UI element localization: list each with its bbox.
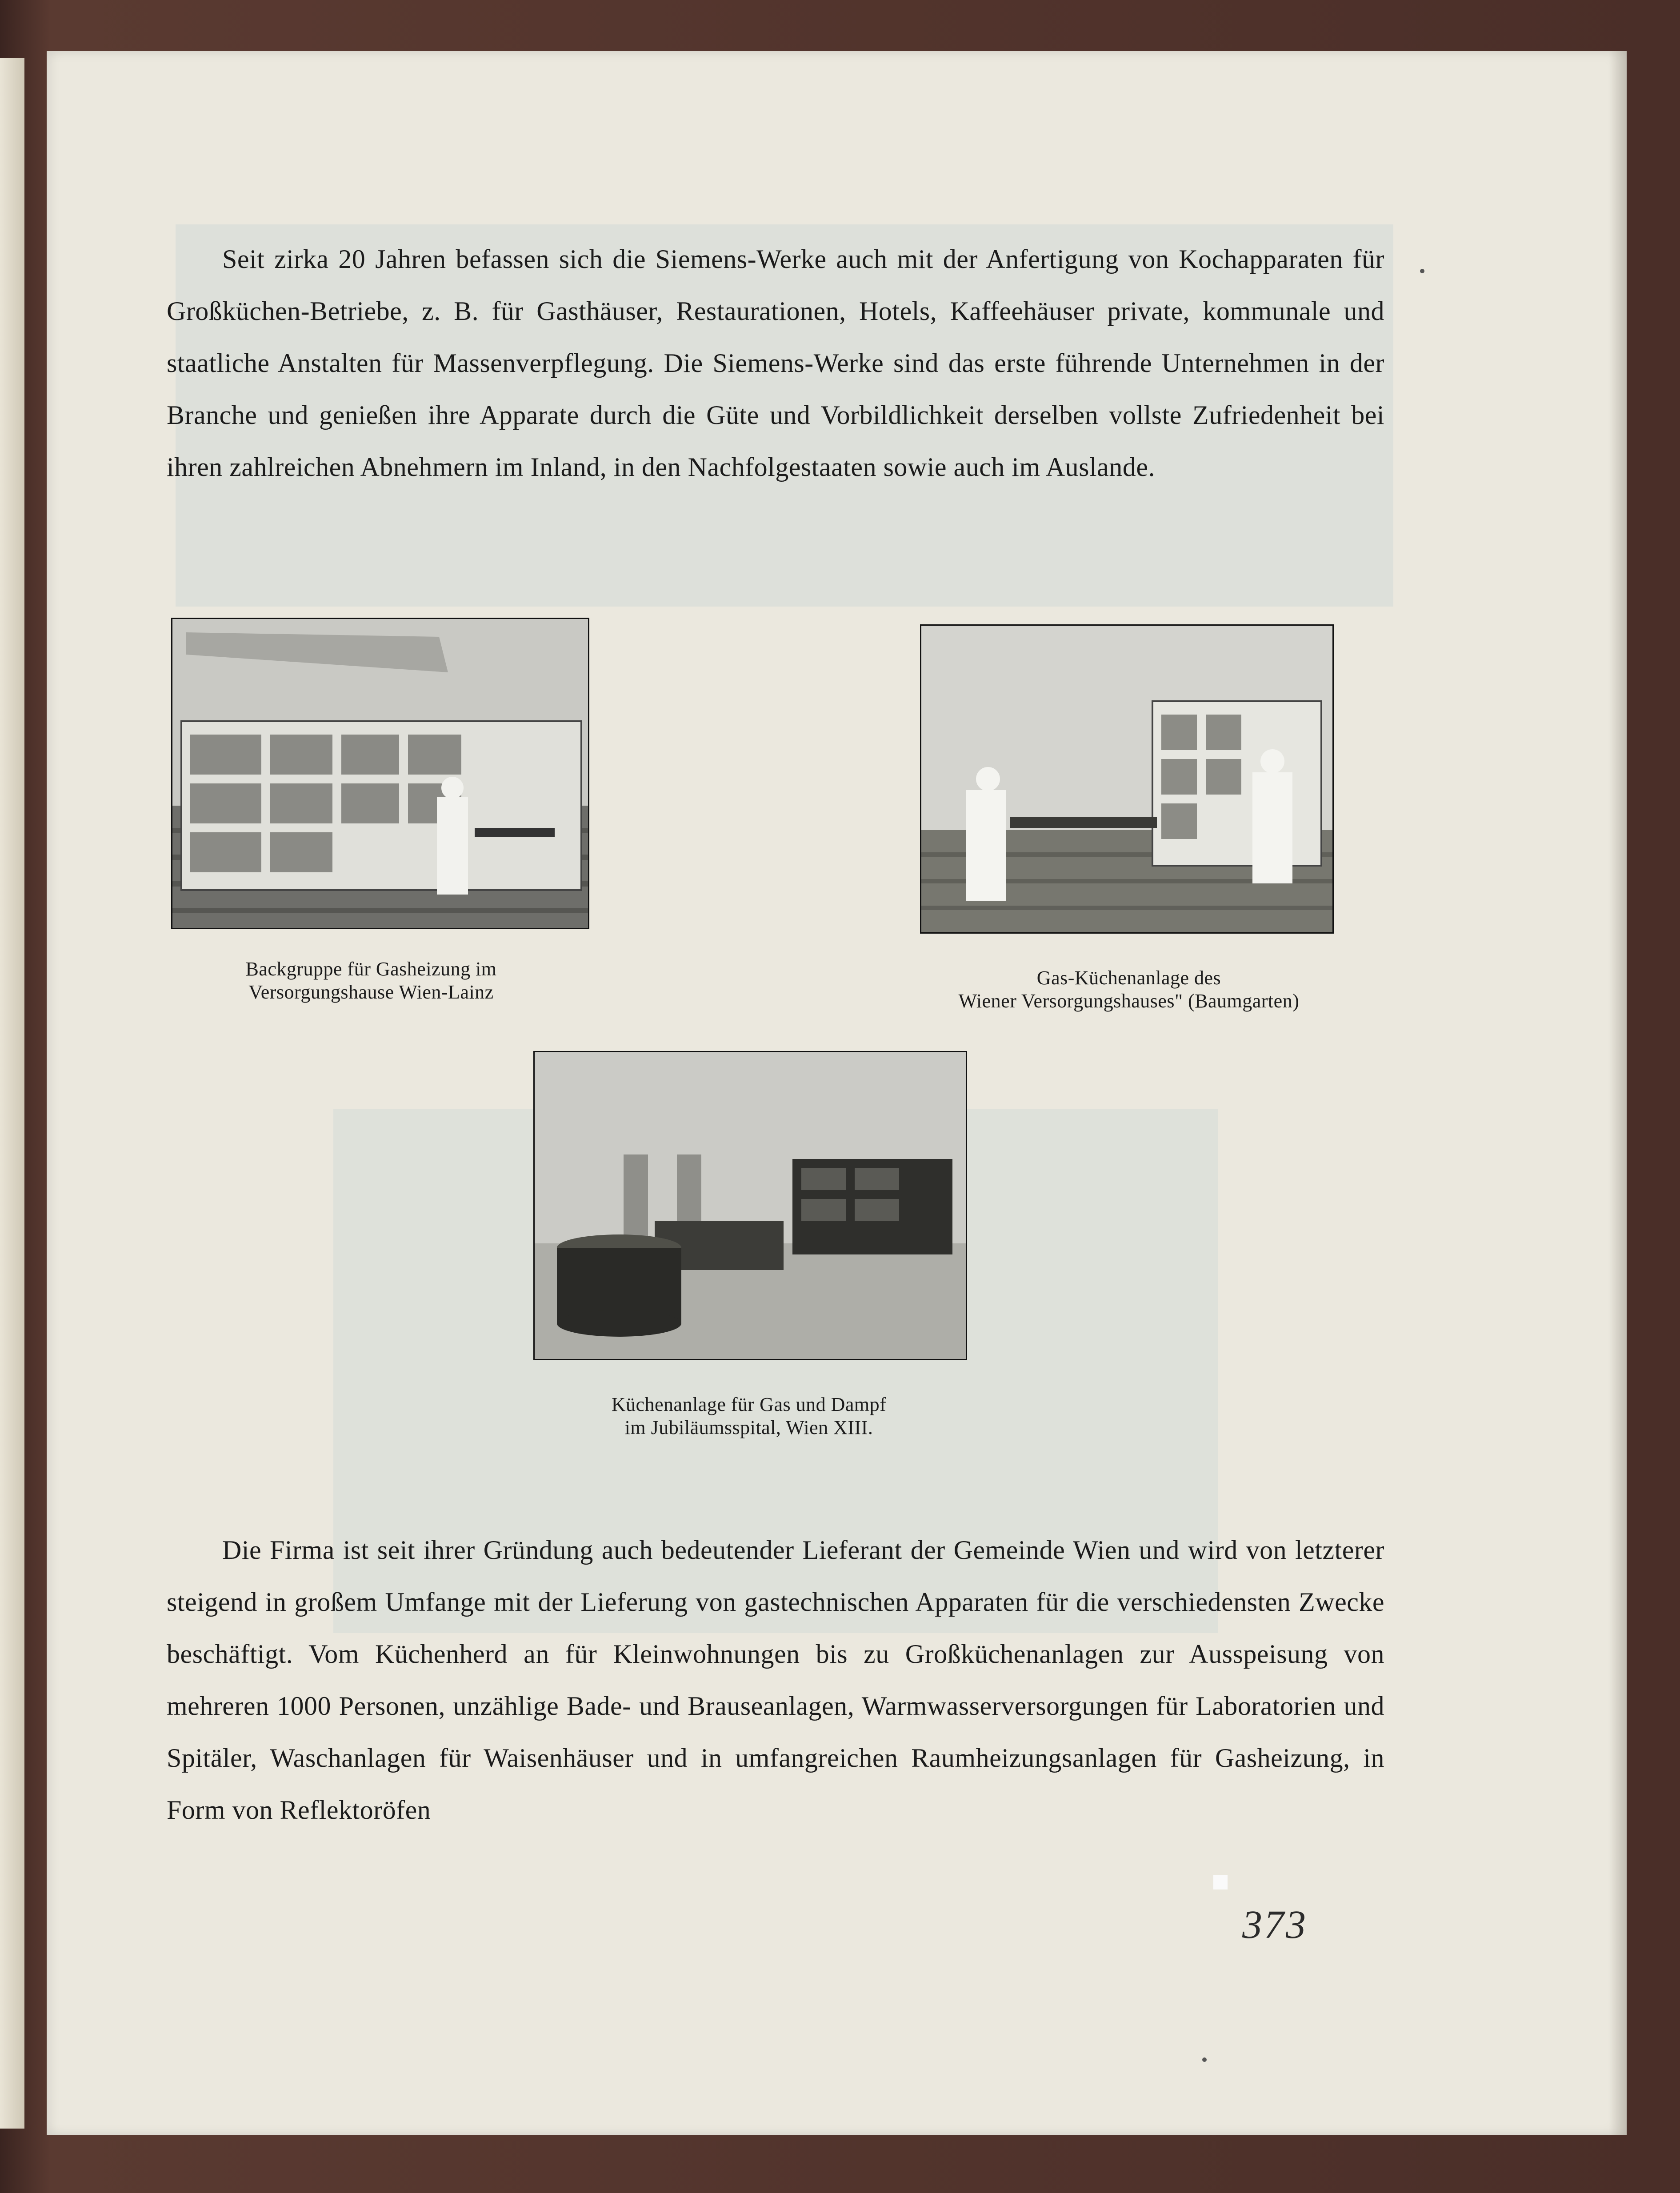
caption-figure-3: Küchenanlage für Gas und Dampf im Jubiläumsspital, Wien XIII. [611, 1394, 887, 1438]
caption-figure-2: Gas-Küchenanlage des Wiener Versorgungshauses" (Baumgarten) [958, 967, 1300, 1012]
book-page [47, 51, 1627, 2135]
gas-kitchen-image [921, 626, 1332, 932]
previous-page-edge [0, 58, 24, 2129]
bakery-ovens-image [172, 619, 588, 928]
caption-figure-1: Backgruppe für Gasheizung im Versorgungshause Wien-Lainz [245, 958, 497, 1003]
paragraph-gemeinde-wien: Die Firma ist seit ihrer Gründung auch bedeutender Lieferant der Gemeinde Wien und wird von letzterer steigend in großem Umfange mit der Lieferung von gastechnischen Apparaten für die verschiedensten Zwecke beschäftigt. Vom Küchenherd an für Kleinwohnungen bis zu Großküchenanlagen zur Ausspeisung von mehreren 1000 Personen, unzählige Bade- und Brauseanlagen, Warmwasserversorgungen für Laboratorien und Spitäler, Waschanlagen für Waisenhäuser und in umfangreichen Raumheizungsanlagen für Gasheizung, in Form von Reflektoröfen [167, 1535, 1384, 1825]
paragraph-intro: Seit zirka 20 Jahren befassen sich die Siemens-Werke auch mit der Anfertigung von Kochapparaten für Großküchen-Betriebe, z. B. für Gasthäuser, Restaurationen, Hotels, Kaffeehäuser private, kommunale und staatliche Anstalten für Massenverpflegung. Die Siemens-Werke sind das erste führende Unternehmen in der Branche und genießen ihre Apparate durch die Güte und Vorbildlichkeit derselben vollste Zufriedenheit bei ihren zahlreichen Abnehmern im Inland, in den Nachfolgestaaten sowie auch im Auslande. [167, 244, 1384, 482]
photo-gas-kuechenanlage [920, 624, 1334, 934]
hospital-kitchen-image [535, 1052, 966, 1359]
scan-mark [1213, 1875, 1228, 1889]
photo-jubilaeumsspital [533, 1051, 967, 1360]
photo-backgruppe [171, 618, 589, 929]
page-number: 373 [1242, 1903, 1308, 1947]
